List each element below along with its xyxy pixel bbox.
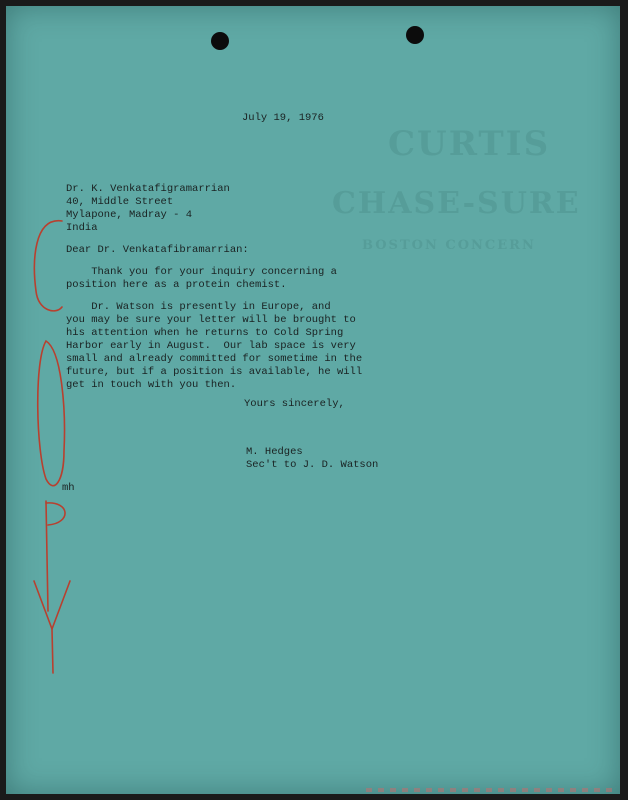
paragraph-line: Thank you for your inquiry concerning a (66, 266, 337, 278)
watermark-line-1: CURTIS (388, 124, 551, 164)
signature-name: M. Hedges (246, 446, 303, 458)
paragraph-line: position here as a protein chemist. (66, 279, 287, 291)
paragraph-line: future, but if a position is available, he will (66, 366, 363, 378)
paragraph-line: Dr. Watson is presently in Europe, and (66, 301, 331, 313)
closing: Yours sincerely, (244, 398, 345, 410)
address-line: Dr. K. Venkatafigramarrian (66, 183, 230, 195)
paragraph-line: get in touch with you then. (66, 379, 237, 391)
punch-hole-left (211, 32, 229, 50)
address-line: India (66, 222, 98, 234)
paragraph-line: you may be sure your letter will be brought to (66, 314, 356, 326)
paragraph-line: small and already committed for sometime in the (66, 353, 363, 365)
paragraph-line: Harbor early in August. Our lab space is very (66, 340, 356, 352)
bottom-edge-marks (366, 788, 616, 792)
salutation: Dear Dr. Venkatafibramarrian: (66, 244, 249, 256)
copy-stamp (26, 211, 86, 681)
punch-hole-right (406, 26, 424, 44)
watermark-line-2: CHASE-SURE (332, 186, 581, 221)
typist-initials: mh (62, 482, 75, 494)
signature-title: Sec't to J. D. Watson (246, 459, 379, 471)
address-line: 40, Middle Street (66, 196, 174, 208)
letter-page (6, 6, 620, 794)
paragraph-line: his attention when he returns to Cold Spring (66, 327, 344, 339)
watermark-line-3: BOSTON CONCERN (362, 238, 536, 253)
address-line: Mylapone, Madray - 4 (66, 209, 193, 221)
letter-date: July 19, 1976 (242, 112, 324, 124)
